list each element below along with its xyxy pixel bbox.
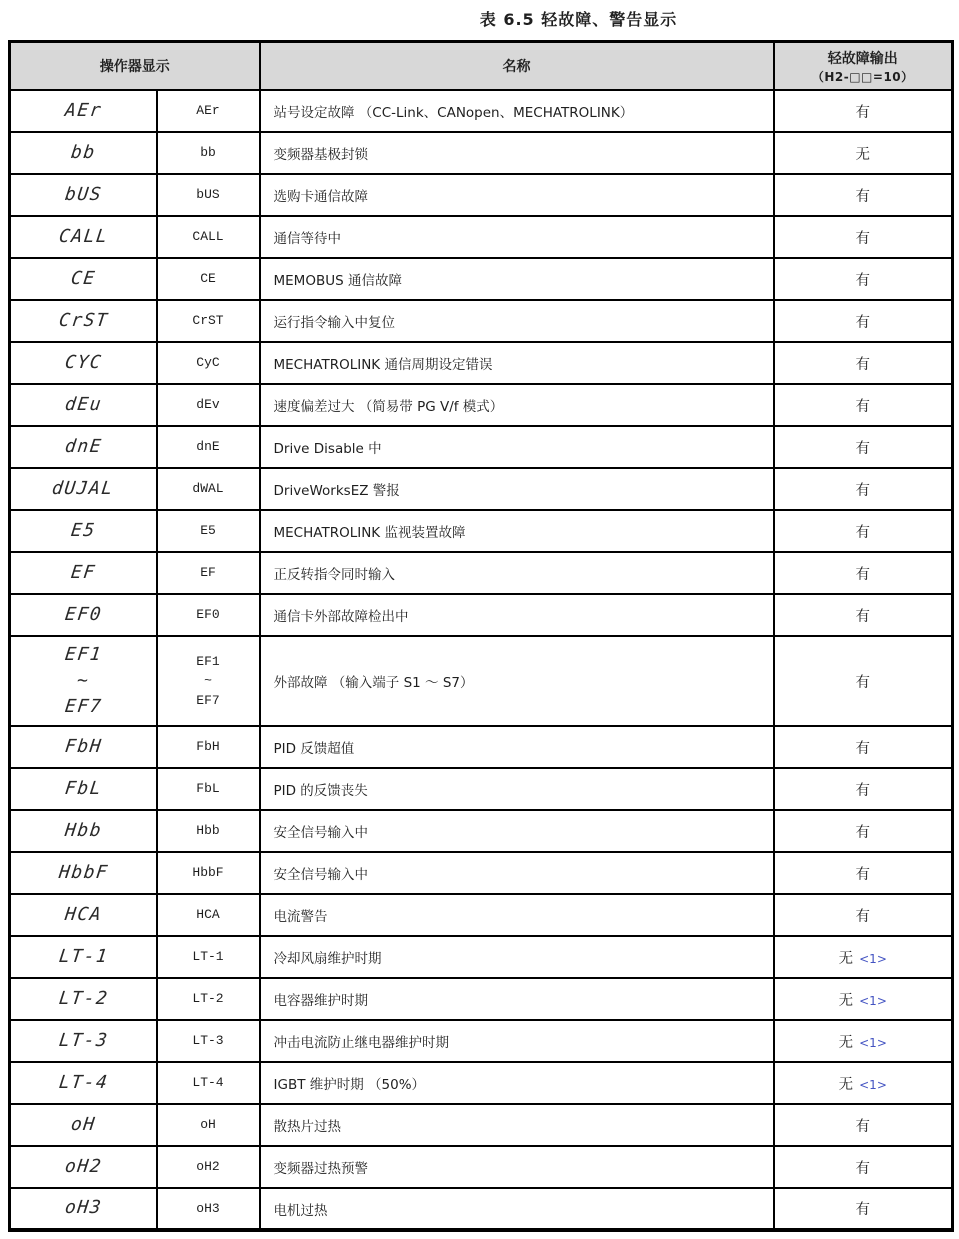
display-code-text: LT-2 [192,991,224,1007]
output-value: 有 [855,482,870,499]
display-code-text: CALL [192,229,224,245]
table-row [10,936,953,978]
seven-segment-display-text: AEr [63,99,104,121]
output-value: 有 [855,1118,870,1135]
minor-fault-output-cell [774,510,953,552]
output-value: 有 [855,674,870,691]
footnote-reference[interactable]: <1> [859,951,887,966]
output-value: 有 [855,188,870,205]
seven-segment-display-text: oH [69,1113,97,1135]
output-value: 无 [855,146,870,163]
table-row [10,594,953,636]
minor-fault-output-cell [774,1104,953,1146]
footnote-reference[interactable]: <1> [859,993,887,1008]
minor-fault-output-cell [774,384,953,426]
table-row [10,636,953,726]
display-code-text: CrST [192,313,224,329]
output-value: 有 [855,1202,870,1218]
output-value: 有 [855,608,870,625]
operator-display-code-cell [157,1146,260,1188]
operator-display-segment-cell [10,1062,157,1104]
table-row [10,852,953,894]
operator-display-code-cell [157,852,260,894]
output-value: 有 [855,356,870,373]
output-value: 无 [838,1076,854,1093]
minor-fault-output-cell [774,894,953,936]
operator-display-code-cell [157,978,260,1020]
seven-segment-display-text: CrST [57,309,110,331]
display-code-text: Hbb [196,823,220,839]
footnote-reference[interactable]: <1> [859,1035,887,1050]
output-value: 无 [838,950,854,967]
output-value: 无 [838,1034,854,1051]
operator-display-segment-cell [10,936,157,978]
display-code-text: bUS [196,187,220,203]
seven-segment-display-text: FbH [63,735,104,757]
display-code-text: FbL [196,781,220,797]
minor-fault-output-cell [774,426,953,468]
display-code-text: EF [200,565,216,581]
output-value: 有 [855,566,870,583]
operator-display-code-cell [157,300,260,342]
fault-name-cell: 通信卡外部故障检出中 [260,594,774,636]
table-row [10,90,953,132]
table-row [10,426,953,468]
seven-segment-display-text: bb [69,141,97,163]
display-code-text: ~ [204,673,212,689]
operator-display-segment-cell [10,342,157,384]
fault-name-cell: 站号设定故障 （CC-Link、CANopen、MECHATROLINK） [260,90,774,132]
table-row [10,1104,953,1146]
operator-display-segment-cell [10,768,157,810]
minor-fault-output-cell [774,90,953,132]
output-value: 有 [855,740,870,757]
seven-segment-display-text: dUJAL [51,477,116,499]
seven-segment-display-text: HCA [63,903,104,925]
table-row [10,510,953,552]
fault-name-cell: 外部故障 （输入端子 S1 ～ S7） [260,636,774,726]
display-code-text: oH2 [196,1159,220,1175]
seven-segment-display-text: E5 [69,519,97,541]
operator-display-code-cell [157,552,260,594]
output-value: 有 [855,104,870,121]
operator-display-segment-cell [10,258,157,300]
operator-display-segment-cell [10,1020,157,1062]
operator-display-segment-cell [10,726,157,768]
seven-segment-display-text: HbbF [57,861,110,883]
minor-fault-output-cell [774,342,953,384]
operator-display-code-cell [157,174,260,216]
seven-segment-display-text: EF [69,561,97,583]
table-body [10,90,953,1230]
seven-segment-display-text: EF7 [63,696,104,718]
operator-display-segment-cell [10,468,157,510]
display-code-text: HCA [196,907,220,923]
operator-display-segment-cell [10,1188,157,1230]
output-value: 有 [855,866,870,883]
output-value: 有 [855,782,870,799]
minor-fault-output-cell [774,636,953,726]
minor-fault-output-cell [774,810,953,852]
minor-fault-output-cell [774,552,953,594]
seven-segment-display-text: EF1 [63,643,104,665]
seven-segment-display-text: Hbb [63,819,104,841]
fault-name-cell: 运行指令输入中复位 [260,300,774,342]
operator-display-code-cell [157,1020,260,1062]
fault-name-cell: 电机过热 [260,1188,774,1230]
operator-display-segment-cell [10,552,157,594]
fault-name-cell: 安全信号输入中 [260,810,774,852]
fault-name-cell: 冷却风扇维护时期 [260,936,774,978]
seven-segment-display-text: dEu [63,393,104,415]
header-minor-fault-output-line1: 轻故障输出 [827,50,898,67]
display-code-text: oH3 [196,1200,220,1216]
display-code-text: LT-4 [192,1075,224,1091]
operator-display-segment-cell [10,636,157,726]
fault-name-cell: Drive Disable 中 [260,426,774,468]
fault-name-cell: PID 的反馈丧失 [260,768,774,810]
fault-name-cell: 电流警告 [260,894,774,936]
operator-display-code-cell [157,216,260,258]
fault-name-cell: PID 反馈超值 [260,726,774,768]
header-operator-display-label: 操作器显示 [99,59,170,75]
operator-display-segment-cell [10,894,157,936]
minor-fault-output-cell [774,1188,953,1230]
display-code-text: EF0 [196,607,220,623]
minor-fault-output-cell [774,936,953,978]
minor-fault-output-cell [774,978,953,1020]
table-row [10,300,953,342]
display-code-text: E5 [200,523,216,539]
operator-display-code-cell [157,936,260,978]
header-operator-display [10,42,260,91]
seven-segment-display-text: CE [69,267,97,289]
fault-name-cell: MECHATROLINK 监视装置故障 [260,510,774,552]
table-row [10,810,953,852]
operator-display-code-cell [157,1188,260,1230]
table-row [10,468,953,510]
minor-fault-output-cell [774,300,953,342]
display-code-text: dWAL [192,481,224,497]
seven-segment-display-text: LT-3 [57,1029,110,1051]
table-row [10,726,953,768]
table-row [10,1146,953,1188]
fault-name-cell: MEMOBUS 通信故障 [260,258,774,300]
seven-segment-display-text: FbL [63,777,104,799]
output-value: 有 [855,230,870,247]
operator-display-code-cell [157,426,260,468]
operator-display-segment-cell [10,384,157,426]
minor-fault-warning-table [8,40,954,1232]
table-row [10,894,953,936]
operator-display-segment-cell [10,1146,157,1188]
output-value: 有 [855,908,870,925]
fault-name-cell: 通信等待中 [260,216,774,258]
operator-display-segment-cell [10,852,157,894]
operator-display-segment-cell [10,300,157,342]
operator-display-code-cell [157,384,260,426]
minor-fault-output-cell [774,1020,953,1062]
fault-name-cell: 变频器过热预警 [260,1146,774,1188]
output-value: 无 [838,992,854,1009]
table-header [10,42,953,91]
operator-display-segment-cell [10,132,157,174]
display-code-text: LT-3 [192,1033,224,1049]
output-value: 有 [855,440,870,457]
seven-segment-display-text: dnE [63,435,104,457]
operator-display-code-cell [157,510,260,552]
operator-display-code-cell [157,1104,260,1146]
output-value: 有 [855,524,870,541]
header-name-label: 名称 [502,59,531,75]
operator-display-segment-cell [10,510,157,552]
table-row [10,384,953,426]
fault-name-cell: 选购卡通信故障 [260,174,774,216]
page-title: 表 6.5 轻故障、警告显示 [479,10,678,29]
minor-fault-output-cell [774,1146,953,1188]
header-minor-fault-output [774,42,953,91]
seven-segment-display-text: oH3 [63,1197,104,1219]
operator-display-segment-cell [10,810,157,852]
display-code-text: EF1 [196,653,220,669]
minor-fault-output-cell [774,216,953,258]
seven-segment-display-text: EF0 [63,603,104,625]
operator-display-segment-cell [10,1104,157,1146]
operator-display-code-cell [157,894,260,936]
table-row [10,768,953,810]
header-minor-fault-output-line2: （H2-□□=10） [811,69,914,84]
display-code-text: bb [200,145,216,161]
display-code-text: EF7 [196,692,220,708]
display-code-text: HbbF [192,865,224,881]
minor-fault-output-cell [774,852,953,894]
table-row [10,1020,953,1062]
minor-fault-output-cell [774,468,953,510]
output-value: 有 [855,272,870,289]
seven-segment-display-text: LT-4 [57,1071,110,1093]
table-header-row [10,42,953,91]
minor-fault-output-cell [774,132,953,174]
display-code-text: dnE [196,439,220,455]
seven-segment-display-text: CALL [57,225,110,247]
output-value: 有 [855,398,870,415]
display-code-text: dEv [196,397,220,413]
minor-fault-output-cell [774,726,953,768]
operator-display-segment-cell [10,594,157,636]
fault-name-cell: 变频器基极封锁 [260,132,774,174]
footnote-reference[interactable]: <1> [859,1077,887,1092]
seven-segment-display-text: bUS [63,183,104,205]
operator-display-code-cell [157,768,260,810]
operator-display-code-cell [157,594,260,636]
operator-display-code-cell [157,726,260,768]
fault-name-cell: 散热片过热 [260,1104,774,1146]
output-value: 有 [855,314,870,331]
fault-name-cell: 电容器维护时期 [260,978,774,1020]
table-row [10,978,953,1020]
seven-segment-display-text: LT-1 [57,945,110,967]
operator-display-code-cell [157,1062,260,1104]
table-row [10,174,953,216]
operator-display-segment-cell [10,174,157,216]
fault-name-cell: 正反转指令同时输入 [260,552,774,594]
operator-display-code-cell [157,468,260,510]
table-row [10,1062,953,1104]
display-code-text: FbH [196,739,220,755]
table-row [10,258,953,300]
fault-name-cell: DriveWorksEZ 警报 [260,468,774,510]
table-row [10,132,953,174]
table-row [10,1188,953,1230]
operator-display-code-cell [157,810,260,852]
operator-display-code-cell [157,258,260,300]
table-row [10,216,953,258]
minor-fault-output-cell [774,1062,953,1104]
fault-name-cell: IGBT 维护时期 （50%） [260,1062,774,1104]
operator-display-code-cell [157,342,260,384]
display-code-text: LT-1 [192,949,224,965]
operator-display-segment-cell [10,90,157,132]
fault-name-cell: 安全信号输入中 [260,852,774,894]
fault-name-cell: 速度偏差过大 （简易带 PG V/f 模式） [260,384,774,426]
minor-fault-output-cell [774,594,953,636]
operator-display-segment-cell [10,216,157,258]
table-row [10,552,953,594]
display-code-text: CyC [196,355,220,371]
display-code-text: CE [200,271,216,287]
operator-display-code-cell [157,132,260,174]
operator-display-code-cell [157,636,260,726]
operator-display-segment-cell [10,978,157,1020]
seven-segment-display-text: LT-2 [57,987,110,1009]
seven-segment-display-text: oH2 [63,1155,104,1177]
fault-name-cell: MECHATROLINK 通信周期设定错误 [260,342,774,384]
seven-segment-display-text: ~ [75,669,91,691]
minor-fault-output-cell [774,174,953,216]
display-code-text: oH [200,1117,216,1133]
fault-name-cell: 冲击电流防止继电器维护时期 [260,1020,774,1062]
operator-display-code-cell [157,90,260,132]
operator-display-segment-cell [10,426,157,468]
minor-fault-output-cell [774,258,953,300]
header-name [260,42,774,91]
table-row [10,342,953,384]
seven-segment-display-text: CYC [63,351,104,373]
display-code-text: AEr [196,103,220,119]
minor-fault-output-cell [774,768,953,810]
output-value: 有 [855,824,870,841]
output-value: 有 [855,1160,870,1177]
